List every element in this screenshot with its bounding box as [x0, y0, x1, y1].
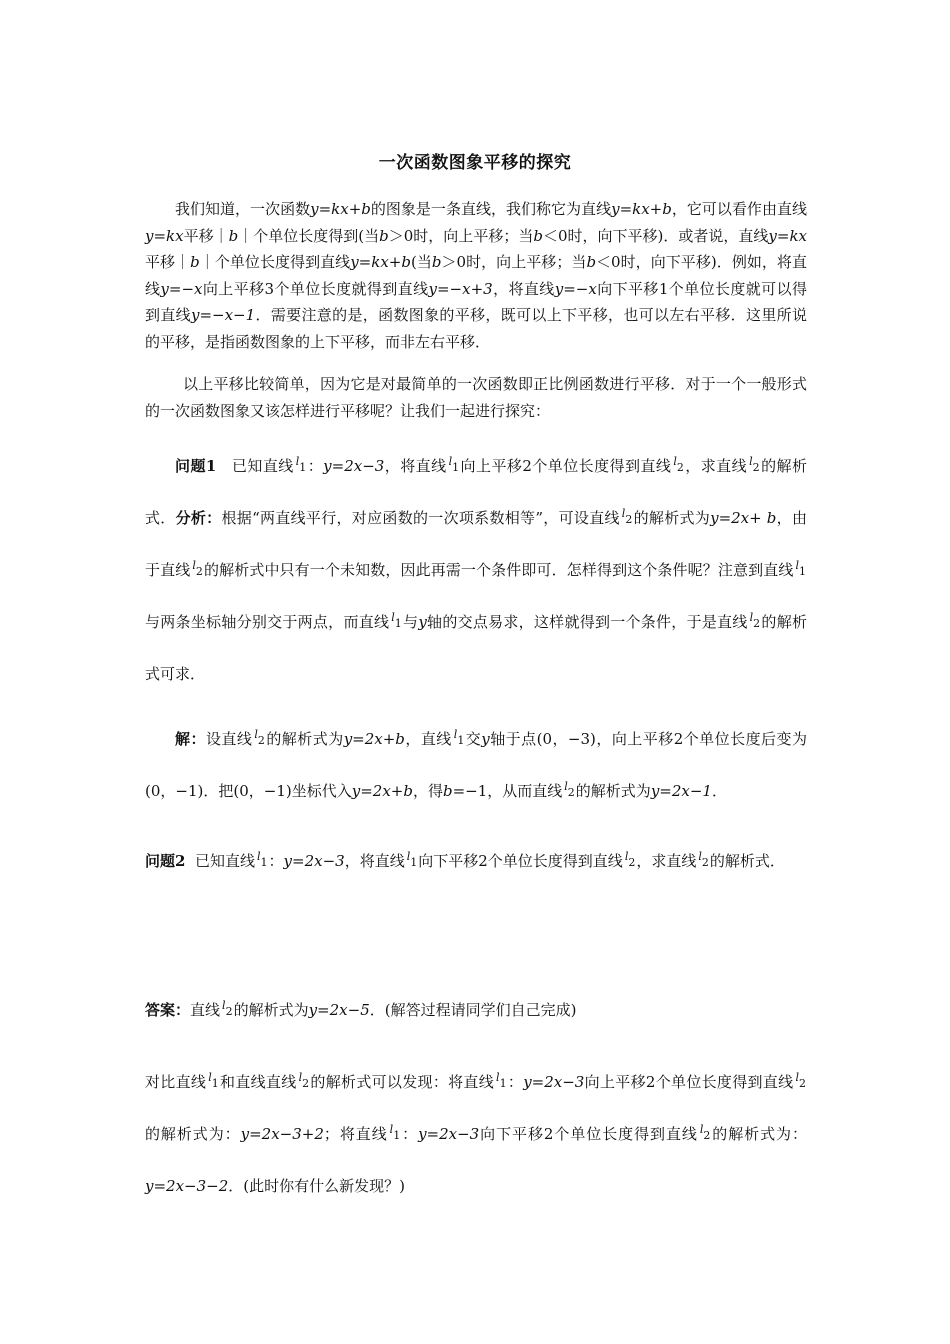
line-symbol: l — [699, 1123, 704, 1136]
formula: y=−x−1 — [190, 306, 256, 324]
question-2 — [145, 836, 807, 888]
subscript: 1 — [393, 1129, 401, 1142]
text: 的解析式为： — [711, 1125, 807, 1143]
text: 的解析式中只有一个未知数，因此再需一个条件即可．怎样得到这个条件呢？注意到直线 — [203, 561, 794, 579]
formula: y=−x — [160, 279, 203, 298]
text: 与两条坐标轴分别交于两点，而直线 — [145, 613, 390, 631]
line-symbol: l — [749, 455, 753, 468]
line-symbol: l — [295, 455, 300, 468]
line-symbol: l — [698, 850, 702, 863]
text: ，求直线 — [684, 457, 748, 475]
formula: y=2x−3−2 — [145, 1177, 229, 1195]
formula: y=−x+3 — [428, 279, 493, 298]
text: 的解析式． — [145, 457, 807, 527]
text: ．需要注意的是，函数图象的平移，既可以上下平移，也可以左右平移．这里所说的平移，是指函数图象的上下平移，而非左右平移． — [145, 306, 807, 351]
subscript: 2 — [302, 1077, 310, 1090]
text: ： — [507, 1073, 524, 1091]
subscript: 2 — [195, 565, 203, 578]
line-symbol: l — [448, 455, 453, 468]
subscript: 2 — [567, 786, 575, 799]
line-symbol: l — [389, 1123, 394, 1136]
answer-label: 答案： — [145, 1001, 191, 1019]
intro-paragraph — [145, 196, 807, 355]
analysis-label: 分析： — [175, 509, 222, 527]
formula: y — [418, 613, 427, 631]
line-symbol: l — [673, 455, 677, 468]
question-label: 问题1 — [175, 457, 217, 475]
line-symbol: l — [795, 1071, 799, 1084]
line-symbol: l — [257, 850, 261, 863]
text: ＜0时，向下平移)．例如，将直线 — [145, 253, 807, 298]
subscript: 1 — [457, 734, 465, 747]
text: ，将直线 — [384, 457, 447, 475]
text: 轴于点(0，−3)，向上平移2个单位长度后变为(0，−1)．把(0，−1)坐标代入 — [145, 730, 807, 800]
subscript: 1 — [410, 856, 418, 869]
line-symbol: l — [496, 1071, 500, 1084]
text: ： — [268, 852, 284, 870]
formula: b — [228, 226, 239, 245]
formula: b — [379, 226, 389, 245]
text: 交 — [465, 730, 482, 748]
text: ，得 — [412, 782, 443, 800]
text: ． — [711, 782, 727, 800]
text: ，将直线 — [344, 852, 405, 870]
subscript: 1 — [394, 617, 402, 630]
text: ．(此时你有什么新发现？) — [228, 1177, 405, 1195]
comparison-paragraph — [145, 1057, 807, 1211]
text: 平移｜ — [145, 253, 191, 271]
formula: b — [586, 253, 597, 271]
formula: y=2x−3+2 — [240, 1125, 324, 1143]
text: 平移｜ — [183, 226, 229, 245]
subscript: 2 — [752, 461, 760, 474]
text: (当 — [410, 253, 432, 271]
formula: y=2x−3 — [323, 457, 385, 475]
text: 的解析式为 — [633, 509, 711, 527]
subscript: 2 — [703, 1129, 711, 1142]
text: 向下平移1个单位长度就可以得到直线 — [145, 279, 807, 324]
text: 已知直线 — [231, 457, 294, 475]
text: 的解析式可以发现：将直线 — [310, 1073, 495, 1091]
question-label: 问题2 — [145, 852, 186, 870]
question-1 — [145, 441, 807, 699]
line-symbol: l — [795, 559, 799, 572]
text: ，它可以看作由直线 — [671, 200, 807, 218]
text: =−1，从而直线 — [452, 782, 563, 800]
text: ＞0时，向上平移；当 — [388, 226, 534, 245]
text: 设直线 — [205, 730, 253, 748]
formula: y — [481, 730, 490, 748]
solution-1 — [145, 714, 807, 818]
subscript: 1 — [798, 565, 806, 578]
formula: y=2x−3 — [418, 1125, 480, 1143]
formula: b — [190, 253, 200, 271]
solution-label: 解： — [175, 730, 206, 748]
line-symbol: l — [298, 1071, 303, 1084]
subscript: 1 — [452, 461, 460, 474]
text: 的解析式． — [709, 852, 785, 870]
text: ，将直线 — [492, 279, 555, 298]
subscript: 2 — [225, 1005, 233, 1018]
line-symbol: l — [192, 559, 196, 572]
text: ｜个单位长度得到直线 — [199, 253, 351, 271]
line-symbol: l — [406, 850, 411, 863]
text: 的解析式为： — [145, 1125, 241, 1143]
text: 轴的交点易求，这样就得到一个条件，于是直线 — [426, 613, 748, 631]
line-symbol: l — [564, 780, 568, 793]
text: 向下平移2个单位长度得到直线 — [418, 852, 623, 870]
formula: y=kx+b — [611, 200, 672, 218]
subscript: 1 — [211, 1077, 219, 1090]
text: ，求直线 — [636, 852, 697, 870]
text: 直线 — [190, 1001, 221, 1019]
text: ＞0时，向上平移；当 — [441, 253, 587, 271]
subscript: 2 — [625, 513, 633, 526]
text: ｜个单位长度得到(当 — [238, 226, 380, 245]
formula: b — [533, 226, 543, 245]
text: 向上平移2个单位长度得到直线 — [460, 457, 672, 475]
text: 的解析式为 — [265, 730, 344, 748]
text: ．(解答过程请同学们自己完成) — [369, 1001, 577, 1019]
formula: b — [431, 253, 442, 271]
formula: y=kx+b — [310, 200, 371, 218]
text: 与 — [402, 613, 419, 631]
text: 已知直线 — [194, 852, 255, 870]
formula: y=2x−1 — [650, 782, 712, 800]
text: 的解析式可求． — [145, 613, 807, 683]
text: 我们知道，一次函数 — [175, 200, 311, 218]
text: 向上平移2个单位长度得到直线 — [584, 1073, 794, 1091]
subscript: 2 — [628, 856, 636, 869]
transition-paragraph: 以上平移比较简单，因为它是对最简单的一次函数即正比例函数进行平移．对于一个一般形式的一次函数图象又该怎样进行平移呢？让我们一起进行探究： — [145, 375, 807, 420]
text: 和直线直线 — [219, 1073, 297, 1091]
formula: y=2x+ b — [710, 509, 777, 527]
text: ，直线 — [404, 730, 452, 748]
formula: y=2x+b — [351, 782, 413, 800]
subscript: 2 — [257, 734, 265, 747]
subscript: 2 — [798, 1077, 806, 1090]
formula: b — [442, 782, 453, 800]
subscript: 1 — [499, 1077, 507, 1090]
formula: y=kx — [145, 226, 184, 245]
formula: y=−x — [554, 279, 597, 298]
text: 根据“两直线平行，对应函数的一次项系数相等”，可设直线 — [221, 509, 620, 527]
line-symbol: l — [391, 611, 395, 624]
formula: y=2x−3 — [283, 852, 345, 870]
text: ＜0时，向下平移)．或者说，直线 — [542, 226, 769, 245]
subscript: 2 — [701, 856, 709, 869]
text: 向下平移2个单位长度得到直线 — [479, 1125, 698, 1143]
line-symbol: l — [222, 999, 226, 1012]
page-title: 一次函数图象平移的探究 — [378, 153, 572, 173]
formula: y=2x+b — [343, 730, 405, 748]
text: ： — [401, 1125, 419, 1143]
formula: y=2x−5 — [308, 1001, 370, 1019]
answer — [145, 985, 807, 1037]
subscript: 1 — [260, 856, 268, 869]
text: 的图象是一条直线，我们称它为直线 — [370, 200, 612, 218]
formula: y=2x−3 — [523, 1073, 585, 1091]
text: 向上平移3个单位长度就得到直线 — [202, 279, 429, 298]
text: ： — [307, 457, 324, 475]
text: 的解析式为 — [233, 1001, 309, 1019]
line-symbol: l — [624, 850, 629, 863]
text: ，由于直线 — [145, 509, 807, 579]
line-symbol: l — [208, 1071, 212, 1084]
text: ；将直线 — [323, 1125, 388, 1143]
text: 的解析式为 — [575, 782, 651, 800]
formula: y=kx+b — [350, 253, 411, 271]
formula: y=kx — [768, 226, 808, 245]
subscript: 2 — [676, 461, 684, 474]
line-symbol: l — [254, 728, 258, 741]
text: 对比直线 — [145, 1073, 207, 1091]
line-symbol: l — [621, 507, 626, 520]
line-symbol: l — [453, 728, 458, 741]
subscript: 1 — [299, 461, 307, 474]
subscript: 2 — [753, 617, 761, 630]
line-symbol: l — [749, 611, 754, 624]
